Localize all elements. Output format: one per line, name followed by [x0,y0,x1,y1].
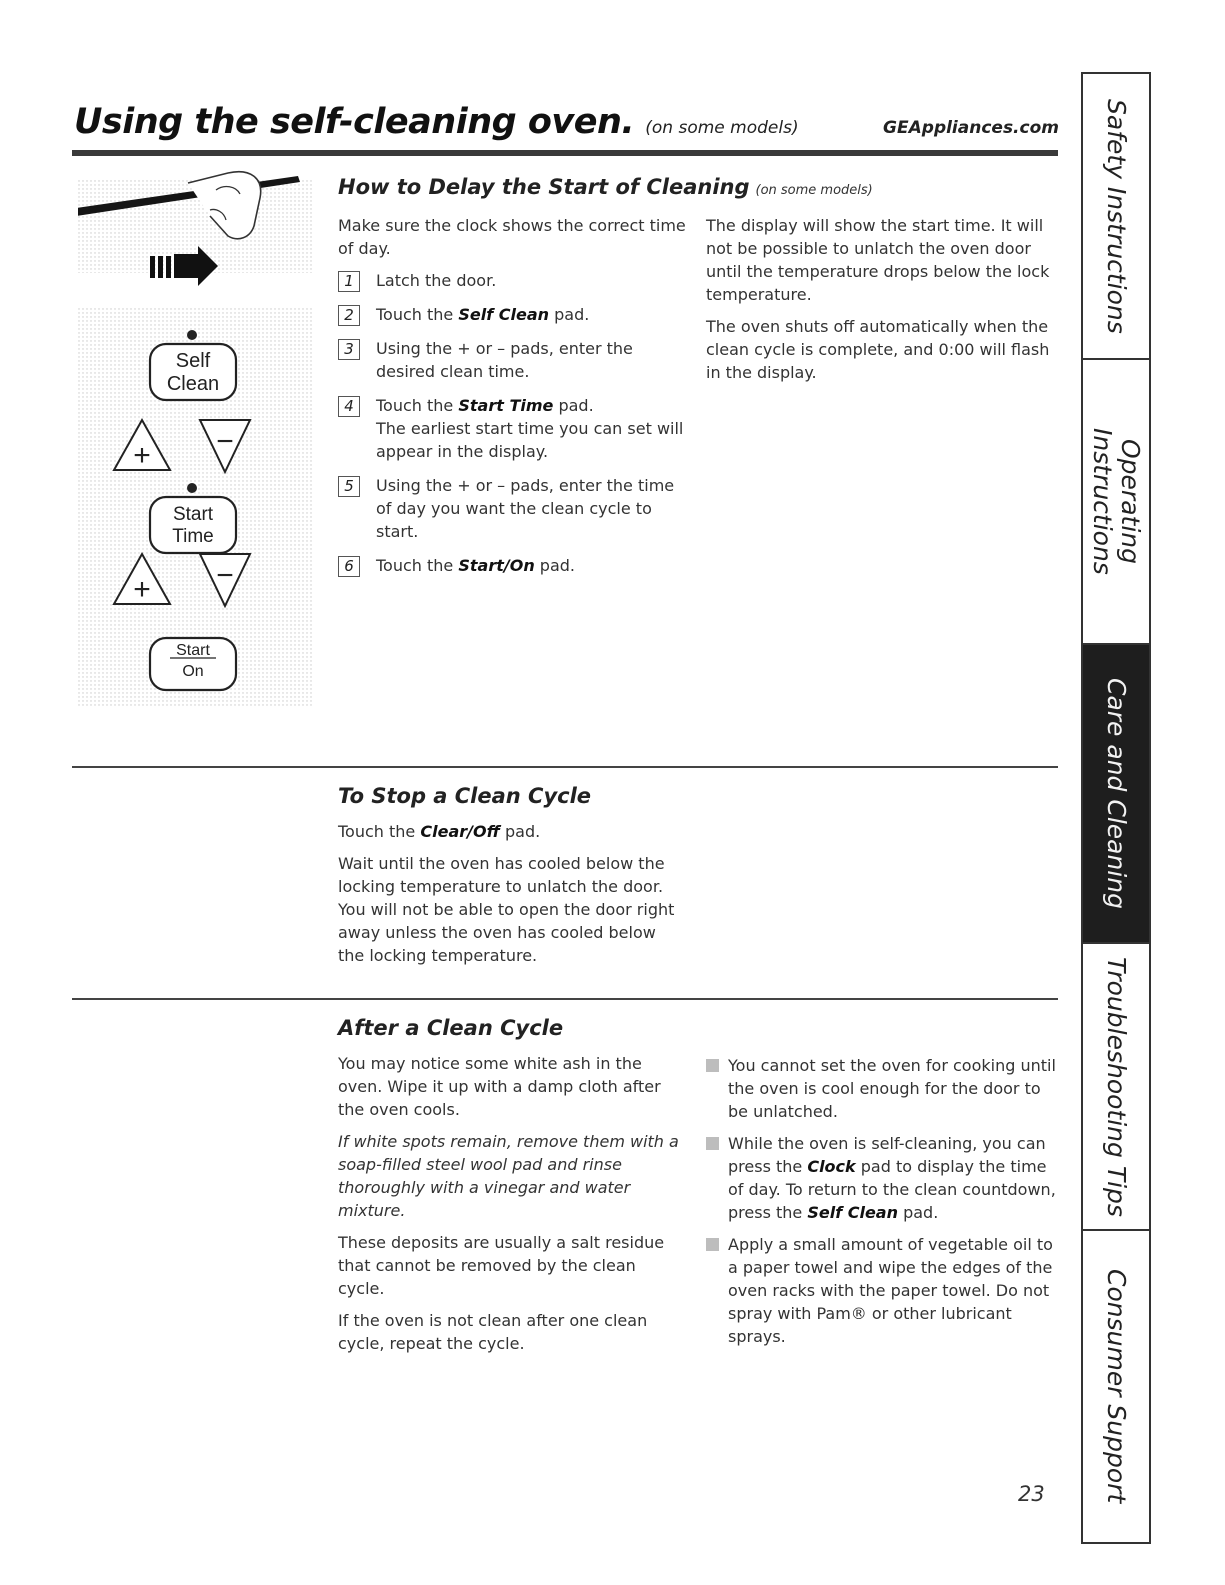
step-5 [338,474,686,543]
start-time-indicator-light [187,483,197,493]
delay-steps-column [338,214,686,588]
after-bullets [706,1054,1056,1357]
after-body [338,1052,683,1355]
bullet-square-icon [706,1137,719,1150]
step-number: 1 [338,271,360,292]
minus-icon: − [216,425,234,458]
step-2 [338,303,686,326]
delay-note-2: The oven shuts off automatically when the clean cycle is complete, and 0:00 will flash in the display. [706,317,1050,382]
tab-operating-instructions[interactable] [1083,360,1149,643]
tab-label: Troubleshooting Tips [1102,956,1131,1217]
self-clean-indicator-light [187,330,197,340]
step-1 [338,269,686,292]
minus-icon: − [216,559,234,592]
bullet-square-icon [706,1238,719,1251]
page-number: 23 [1018,1482,1045,1506]
self-clean-pad-label-1: Self [175,350,211,372]
after-para-2: If white spots remain, remove them with a soap-filled steel wool pad and rinse thoroughly with a vinegar and water mixture. [338,1132,679,1220]
section-divider [72,766,1058,768]
plus-icon: + [133,573,151,606]
step-number: 6 [338,556,360,577]
step-number: 3 [338,339,360,360]
tab-label: Consumer Support [1102,1269,1131,1504]
step-6 [338,554,686,577]
page-title: Using the self-cleaning oven. [74,102,635,142]
after-para-3: These deposits are usually a salt residue that cannot be removed by the clean cycle. [338,1233,665,1298]
step-text: Using the + or – pads, enter the desired clean time. [376,339,633,381]
tab-label: Operating Instructions [1088,428,1145,575]
oven-control-illustration [78,168,313,708]
start-time-pad-label-2: Time [172,526,214,547]
self-clean-pad-name: Self Clean [458,305,550,324]
stop-para-2: Wait until the oven has cooled below the locking temperature to unlatch the door. You will not be able to open the door right away unless the oven has cooled below the locking temperature. [338,854,675,965]
step-text: Latch the door. [376,271,497,290]
step-note: The earliest start time you can set will appear in the display. [376,419,684,461]
step-number: 2 [338,305,360,326]
step-text-end: pad. [534,556,575,575]
self-clean-pad-name: Self Clean [807,1203,898,1222]
delay-section [338,175,1058,199]
step-text: Touch the [376,305,459,324]
clock-pad-name: Clock [807,1157,856,1176]
after-para-4: If the oven is not clean after one clean cycle, repeat the cycle. [338,1311,648,1353]
bullet-item: While the oven is self-cleaning, you can press the Clock pad to display the time of day. To return to the clean countdown, press the Self Clean pad. [706,1132,1056,1224]
after-para-1: You may notice some white ash in the oven. Wipe it up with a damp cloth after the oven cools. [338,1054,661,1119]
tab-label: Care and Cleaning [1102,678,1131,909]
after-section [338,1016,683,1364]
bullet-square-icon [706,1059,719,1072]
step-3 [338,337,686,383]
step-text: Touch the [376,556,459,575]
oven-latch-and-pads-drawing [78,168,313,708]
tab-safety-instructions[interactable] [1083,74,1149,358]
tab-troubleshooting-tips[interactable] [1083,944,1149,1229]
delay-heading-note: (on some models) [755,183,873,198]
delay-heading [338,175,1058,199]
stop-para-1: Touch the Clear/Off pad. [338,822,541,841]
section-tabs [1081,72,1151,1544]
delay-heading-text: How to Delay the Start of Cleaning [338,175,750,199]
delay-intro: Make sure the clock shows the correct time of day. [338,216,686,258]
step-4 [338,394,686,463]
step-text: Touch the [376,396,459,415]
clear-off-pad-name: Clear/Off [420,822,500,841]
section-divider [72,998,1058,1000]
stop-heading: To Stop a Clean Cycle [338,784,592,808]
stop-body [338,820,683,967]
step-text-end: pad. [553,396,594,415]
start-on-pad-name: Start/On [458,556,535,575]
bullet-item: Apply a small amount of vegetable oil to a paper towel and wipe the edges of the oven racks with the paper towel. Do not spray with Pam® or other lubricant sprays. [706,1233,1056,1348]
tab-label: Safety Instructions [1102,98,1131,334]
delay-note-1: The display will show the start time. It will not be possible to unlatch the oven door until the temperature drops below the lock temperature. [706,216,1050,304]
step-text: Using the + or – pads, enter the time of day you want the clean cycle to start. [376,476,675,541]
bullet-item: You cannot set the oven for cooking until the oven is cool enough for the door to be unlatched. [706,1054,1056,1123]
plus-icon: + [133,439,151,472]
step-number: 5 [338,476,360,497]
tab-care-and-cleaning[interactable] [1083,645,1149,942]
start-on-pad-label-2: On [182,663,204,680]
page-title-note: (on some models) [645,118,799,138]
step-number: 4 [338,396,360,417]
tab-consumer-support[interactable] [1083,1231,1149,1542]
door-latch-drawing [78,172,313,286]
stop-section [338,784,683,976]
step-text-end: pad. [549,305,590,324]
start-on-pad-label-1: Start [176,642,210,659]
header-rule [72,150,1058,156]
after-heading: After a Clean Cycle [338,1016,564,1040]
site-url: GEAppliances.com [883,118,1059,138]
delay-notes-column [706,214,1051,393]
start-time-pad-name: Start Time [458,396,554,415]
start-time-pad-label-1: Start [172,504,214,525]
self-clean-pad-label-2: Clean [166,373,220,395]
